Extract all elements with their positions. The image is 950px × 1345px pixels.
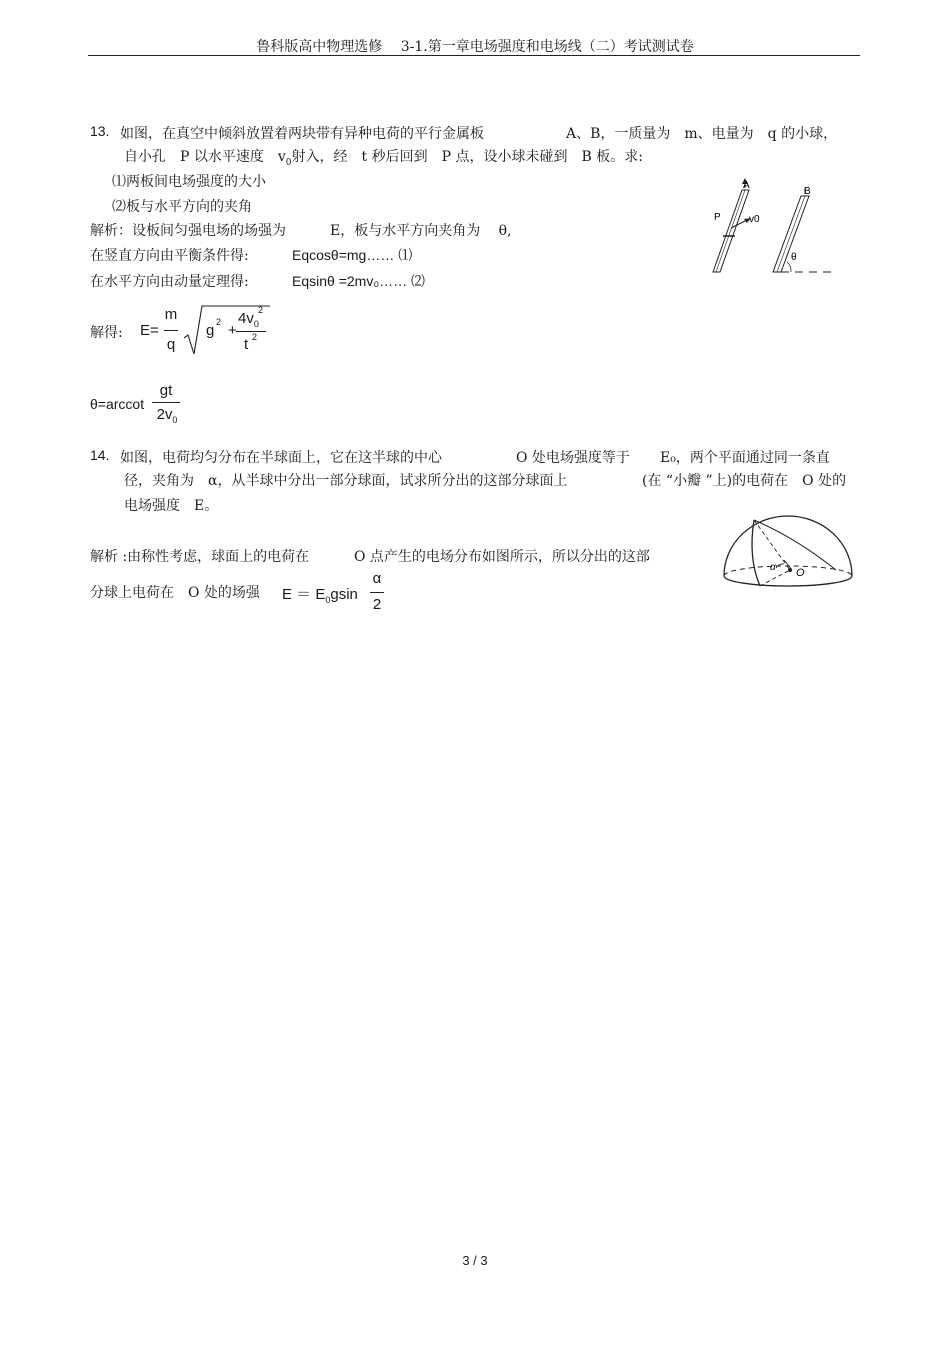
q13-figure-plates [705, 176, 840, 276]
q14-solution-line2: 分球上电荷在 O 处的场强 [90, 585, 260, 601]
q14-figure-hemisphere [718, 508, 858, 588]
q13-solution-line3: 在水平方向由动量定理得: [90, 274, 249, 290]
four-v0: $4v_0$ [238, 310, 259, 329]
q13-solution-line1: 解析：设板间匀强电场的场强为 [90, 223, 286, 239]
label-P: P [714, 212, 721, 223]
q13-equation2: Eqsinθ =2mv₀…… ⑵ [292, 273, 426, 289]
label-alpha: α [770, 562, 776, 573]
q14-line1: 如图，电荷均匀分布在半球面上，它在这半球的中心 [120, 450, 442, 466]
q13-solution-line1-b: E，板与水平方向夹角为 θ, [330, 223, 512, 239]
q14-number: 14. [90, 447, 110, 463]
q14-line3: 电场强度 E。 [124, 498, 219, 514]
q13-ask2: ⑵板与水平方向的夹角 [112, 199, 252, 215]
label-O: O [796, 567, 805, 579]
q14-line1-c: E₀，两个平面通过同一条直 [660, 450, 830, 466]
q13-ask1: ⑴两板间电场强度的大小 [112, 174, 266, 190]
label-v0: v0 [749, 214, 760, 225]
q14-line2: 径，夹角为 α，从半球中分出一部分球面，试求所分出的这部分球面上 [124, 473, 568, 489]
q13-line2: 自小孔 P 以水平速度 $v_0$射入，经 t 秒后回到 P 点，设小球未碰到 B 板。求: [124, 149, 643, 168]
label-B: B [804, 186, 811, 197]
q13-answer-prefix: 解得: [90, 325, 123, 341]
page-header-title: 鲁科版高中物理选修 3-1.第一章电场强度和电场线（二）考试测试卷 [256, 39, 694, 55]
q14-line1-b: O 处电场强度等于 [516, 450, 630, 466]
page-number: 3 / 3 [462, 1253, 488, 1268]
q13-solution-line2: 在竖直方向由平衡条件得: [90, 248, 249, 264]
q13-number: 13. [90, 123, 110, 139]
q13-equation1: Eqcosθ=mg…… ⑴ [292, 247, 413, 263]
q14-solution-line1: 解析 :由称性考虑，球面上的电荷在 [90, 549, 310, 565]
label-theta: θ [791, 252, 797, 263]
q13-line1: 如图，在真空中倾斜放置着两块带有异种电荷的平行金属板 [120, 126, 484, 142]
q13-line1-b: A、B，一质量为 m、电量为 q 的小球， [566, 126, 838, 142]
label-A: A [743, 180, 750, 191]
q14-solution-line1-b: O 点产生的电场分布如图所示，所以分出的这部 [354, 549, 650, 565]
q14-line2-b: (在 “小瓣 ”上)的电荷在 O 处的 [642, 473, 847, 489]
header-rule [88, 55, 860, 56]
